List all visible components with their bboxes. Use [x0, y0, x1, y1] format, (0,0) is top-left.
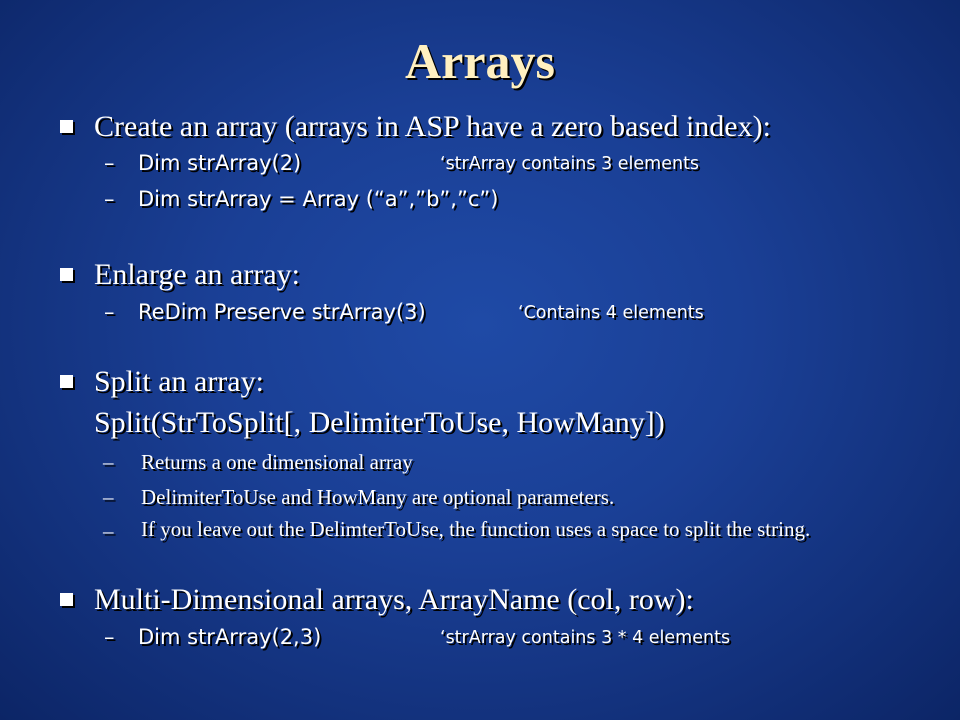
bullet-square-icon — [60, 375, 73, 388]
bullet-split-array: Split an array: — [94, 365, 264, 398]
code-line-redim — [104, 299, 426, 325]
dash-marker: – — [103, 519, 114, 543]
code-text: ReDim Preserve strArray(3) — [138, 300, 426, 324]
note-text: DelimiterToUse and HowMany are optional parameters. — [141, 485, 615, 509]
split-note — [103, 449, 413, 475]
code-comment: ‘Contains 4 elements — [518, 303, 704, 323]
note-text: If you leave out the DelimterToUse, the function uses a space to split the string. — [141, 517, 811, 541]
bullet-create-array: Create an array (arrays in ASP have a zero based index): — [94, 110, 771, 143]
slide-title: Arrays — [405, 33, 555, 89]
code-comment: ‘strArray contains 3 * 4 elements — [440, 628, 731, 648]
bullet-square-icon — [60, 593, 73, 606]
code-line-dim-2d — [104, 624, 321, 650]
code-line-dim — [104, 150, 301, 176]
dash-marker: – — [104, 300, 115, 324]
code-line-array — [104, 186, 498, 212]
code-comment: ‘strArray contains 3 elements — [440, 154, 700, 174]
dash-marker: – — [103, 485, 114, 509]
dash-marker: – — [104, 151, 115, 175]
dash-marker: – — [104, 187, 115, 211]
code-text: Dim strArray(2) — [138, 151, 302, 175]
dash-marker: – — [104, 625, 115, 649]
code-text: Dim strArray = Array (“a”,”b”,”c”) — [138, 187, 499, 211]
split-note — [103, 518, 921, 544]
bullet-multi-dimensional: Multi-Dimensional arrays, ArrayName (col, row): — [94, 583, 694, 616]
split-note — [103, 484, 614, 510]
bullet-enlarge-array: Enlarge an array: — [94, 258, 301, 291]
code-text: Dim strArray(2,3) — [138, 625, 322, 649]
note-text: Returns a one dimensional array — [141, 450, 413, 474]
bullet-square-icon — [60, 120, 73, 133]
split-syntax: Split(StrToSplit[, DelimiterToUse, HowMany]) — [94, 406, 665, 439]
dash-marker: – — [103, 450, 114, 474]
bullet-square-icon — [60, 268, 73, 281]
